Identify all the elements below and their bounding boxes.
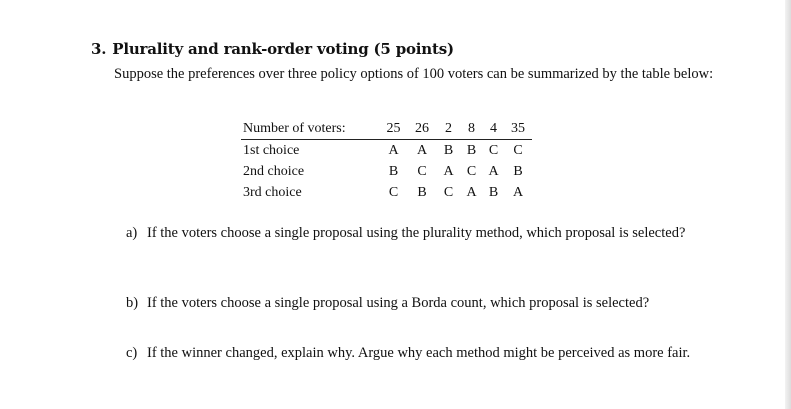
voter-count: 4 [483,118,504,140]
table-row [241,182,532,203]
voter-count: 25 [380,118,407,140]
table-cell: B [513,163,523,179]
table-cell: C [388,184,399,200]
problem-number: 3. [91,40,107,58]
table-cell: B [443,142,454,158]
question-letter: c) [126,345,138,361]
page-edge-shadow [785,0,791,409]
problem-heading [91,40,454,58]
table-cell: A [466,184,477,200]
question-text: If the voters choose a single proposal using a Borda count, which proposal is selected? [147,295,650,311]
row-label: 1st choice [243,142,300,158]
table-cell: C [443,184,454,200]
row-label: 3rd choice [243,184,302,200]
question-text: If the winner changed, explain why. Argue why each method might be perceived as more fair. [147,345,691,361]
table-row [241,161,532,182]
voter-count: 8 [460,118,483,140]
question-letter: a) [126,225,138,241]
table-row [241,140,532,162]
table-cell: A [512,184,524,200]
table-cell: B [388,163,399,179]
table-cell: B [488,184,499,200]
question-letter: b) [126,295,139,311]
voter-count: 2 [437,118,460,140]
table-cell: C [466,163,477,179]
table-cell: A [488,163,499,179]
table-header-row [241,118,532,140]
problem-title: Plurality and rank-order voting (5 points) [112,40,454,58]
problem-intro: Suppose the preferences over three policy options of 100 voters can be summarized by the table below: [114,66,714,82]
table-cell: A [443,163,454,179]
preference-table [241,118,532,203]
table-cell: A [416,142,428,158]
table-cell: C [513,142,523,158]
header-label: Number of voters: [241,118,380,140]
table-cell: A [388,142,399,158]
table-cell: C [417,163,427,179]
voter-count: 35 [504,118,532,140]
voter-count: 26 [407,118,437,140]
question-text: If the voters choose a single proposal using the plurality method, which proposal is selected? [147,225,686,241]
table-cell: B [417,184,427,200]
table-cell: C [488,142,499,158]
row-label: 2nd choice [243,163,305,179]
table-cell: B [466,142,477,158]
